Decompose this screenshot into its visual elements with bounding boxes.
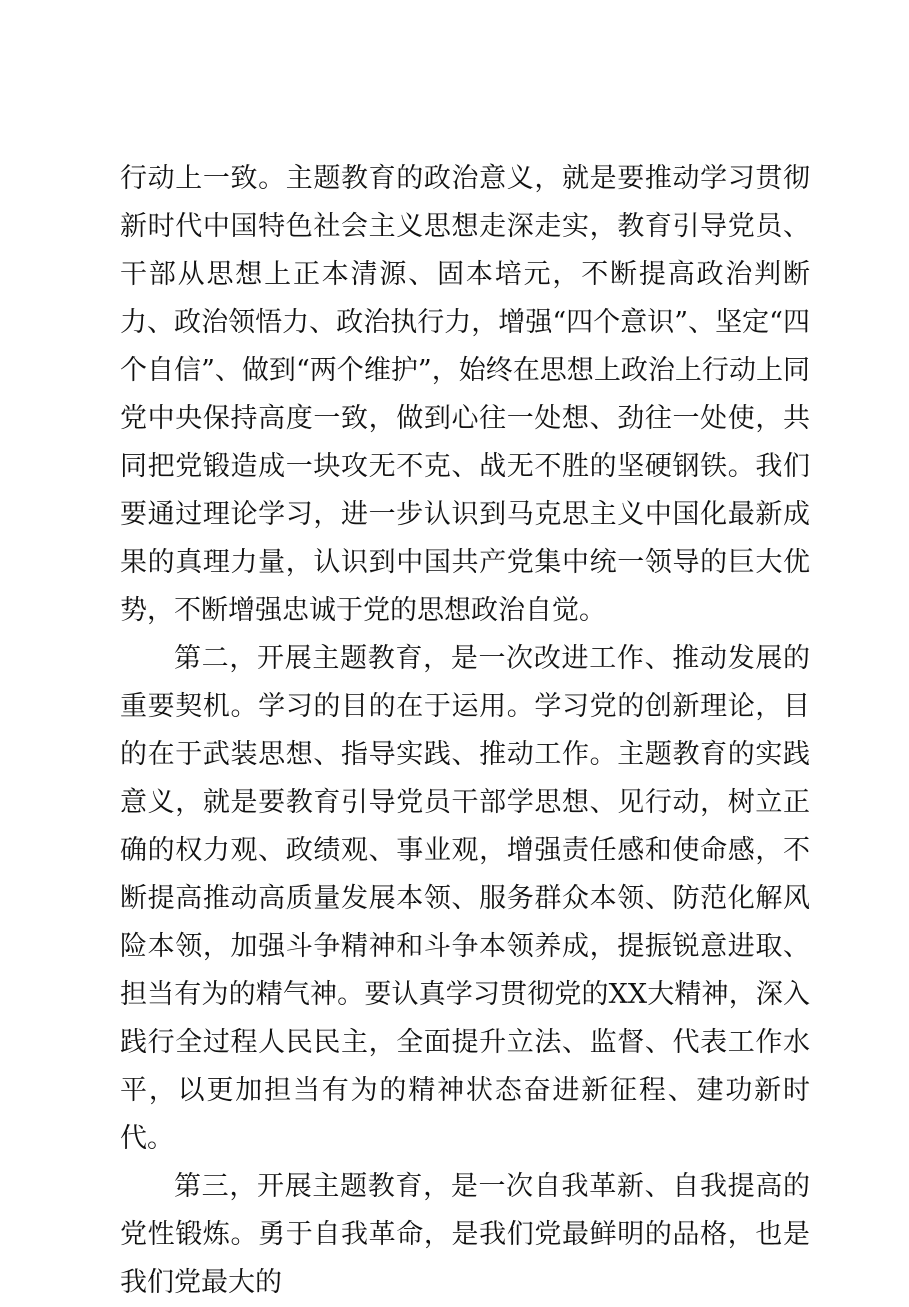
paragraph-third-point: 第三，开展主题教育，是一次自我革新、自我提高的党性锻炼。勇于自我革命，是我们党最鲜明的品格，也是我们党最大的 — [120, 1171, 810, 1298]
paragraph-political-significance: 行动上一致。主题教育的政治意义，就是要推动学习贯彻新时代中国特色社会主义思想走深走实，教育引导党员、干部从思想上正本清源、固本培元，不断提高政治判断力、政治领悟力、政治执行力，增强“四个意识”、坚定“四个自信”、做到“两个维护”，始终在思想上政治上行动上同党中央保持高度一致，做到心往一处想、劲往一处使，共同把党锻造成一块攻无不克、战无不胜的坚硬钢铁。我们要通过理论学习，进一步认识到马克思主义中国化最新成果的真理力量，认识到中国共产党集中统一领导的巨大优势，不断增强忠诚于党的思想政治自觉。 — [120, 163, 810, 626]
document-body — [120, 155, 810, 1307]
paragraph-second-point: 第二，开展主题教育，是一次改进工作、推动发展的重要契机。学习的目的在于运用。学习党的创新理论，目的在于武装思想、指导实践、推动工作。主题教育的实践意义，就是要教育引导党员干部学思想、见行动，树立正确的权力观、政绩观、事业观，增强责任感和使命感，不断提高推动高质量发展本领、服务群众本领、防范化解风险本领，加强斗争精神和斗争本领养成，提振锐意进取、担当有为的精气神。要认真学习贯彻党的XX大精神，深入践行全过程人民民主，全面提升立法、监督、代表工作水平，以更加担当有为的精神状态奋进新征程、建功新时代。 — [120, 643, 810, 1154]
